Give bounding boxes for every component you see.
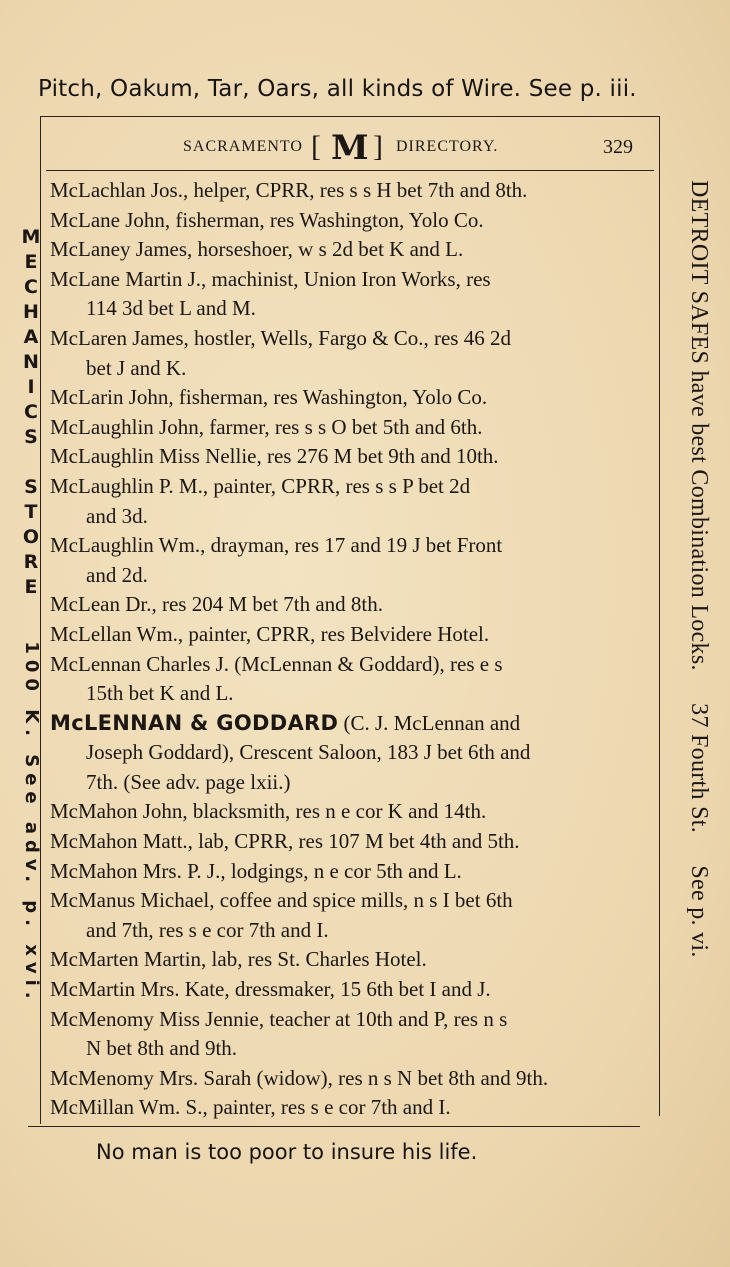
entry-continuation-line: 114 3d bet L and M. xyxy=(86,296,256,321)
entry-line: McLaughlin John, farmer, res s s O bet 5th and 6th. xyxy=(50,414,483,439)
directory-entry xyxy=(50,1093,644,1123)
directory-entry xyxy=(50,650,644,709)
entry-line: McLennan Charles J. (McLennan & Goddard), res e s xyxy=(50,651,503,676)
entry-continuation-line: and 3d. xyxy=(86,503,148,528)
directory-entry xyxy=(50,383,644,413)
entry-continuation-line: 7th. (See adv. page lxii.) xyxy=(86,769,291,794)
directory-entry xyxy=(50,709,644,798)
directory-entries xyxy=(50,176,644,1123)
left-margin-letter: O xyxy=(22,526,40,548)
left-margin-letter xyxy=(14,450,48,475)
frame-right-rule xyxy=(659,116,660,1116)
entry-bold-name: McLENNAN & GODDARD xyxy=(50,710,339,735)
directory-entry xyxy=(50,235,644,265)
entry-continuation-line: and 2d. xyxy=(86,562,148,587)
left-margin-letter: N xyxy=(23,351,39,373)
directory-entry xyxy=(50,206,644,236)
entry-line: McLaughlin Wm., drayman, res 17 and 19 J bet Front xyxy=(50,533,503,558)
left-margin-letter: E xyxy=(24,251,38,273)
entry-continuation-line: and 7th, res s e cor 7th and I. xyxy=(86,917,329,942)
entry-line: McMarten Martin, lab, res St. Charles Hotel. xyxy=(50,947,427,972)
directory-entry xyxy=(50,413,644,443)
directory-entry xyxy=(50,620,644,650)
left-margin-rotated-text: 100 K. See adv. p. xvi. xyxy=(21,641,42,1005)
entry-line: McLaney James, horseshoer, w s 2d bet K and L. xyxy=(50,237,464,262)
left-margin-letter: I xyxy=(27,376,35,398)
running-head-city: SACRAMENTO xyxy=(183,138,303,155)
left-margin-letter: M xyxy=(21,226,41,248)
left-margin-letter: R xyxy=(23,551,39,573)
directory-entry xyxy=(50,827,644,857)
entry-line: McLane Martin J., machinist, Union Iron Works, res xyxy=(50,266,491,291)
entry-line: McMenomy Mrs. Sarah (widow), res n s N bet 8th and 9th. xyxy=(50,1065,549,1090)
running-head xyxy=(183,128,643,168)
directory-entry xyxy=(50,176,644,206)
entry-continuation-line: 15th bet K and L. xyxy=(86,681,234,706)
left-margin-letter: S xyxy=(24,476,38,498)
entry-line: McLaughlin Miss Nellie, res 276 M bet 9th and 10th. xyxy=(50,444,499,469)
entry-continuation-line: Joseph Goddard), Crescent Saloon, 183 J bet 6th and xyxy=(86,740,531,765)
directory-entry xyxy=(50,472,644,531)
directory-entry xyxy=(50,324,644,383)
running-head-letter: M xyxy=(331,128,369,168)
right-margin-advertisement xyxy=(672,180,712,1120)
entry-line: McMahon Matt., lab, CPRR, res 107 M bet 4th and 5th. xyxy=(50,829,520,854)
entry-continuation-line: N bet 8th and 9th. xyxy=(86,1036,238,1061)
directory-entry xyxy=(50,857,644,887)
left-margin-letter: H xyxy=(23,301,39,323)
frame-bottom-rule xyxy=(28,1126,640,1127)
header-rule xyxy=(46,170,654,171)
left-margin-advertisement xyxy=(14,225,48,1005)
entry-continuation-line: bet J and K. xyxy=(86,355,187,380)
left-margin-stacked-text xyxy=(14,225,48,600)
running-head-directory: DIRECTORY. xyxy=(396,138,499,155)
entry-line: McManus Michael, coffee and spice mills, n s I bet 6th xyxy=(50,888,513,913)
left-margin-letter: C xyxy=(24,401,38,423)
page-number: 329 xyxy=(603,136,633,158)
directory-entry xyxy=(50,797,644,827)
directory-entry xyxy=(50,442,644,472)
running-head-bracket-close: ] xyxy=(373,130,383,163)
directory-entry xyxy=(50,1064,644,1094)
entry-line: McLane John, fisherman, res Washington, Yolo Co. xyxy=(50,207,484,232)
entry-line: (C. J. McLennan and xyxy=(338,710,521,735)
entry-line: McLaughlin P. M., painter, CPRR, res s s P bet 2d xyxy=(50,473,471,498)
left-margin-letter: T xyxy=(24,501,38,523)
directory-entry xyxy=(50,1005,644,1064)
entry-line: McLean Dr., res 204 M bet 7th and 8th. xyxy=(50,592,384,617)
entry-line: McMartin Mrs. Kate, dressmaker, 15 6th bet I and J. xyxy=(50,977,491,1002)
entry-line: McLellan Wm., painter, CPRR, res Belvidere Hotel. xyxy=(50,621,490,646)
directory-entry xyxy=(50,886,644,945)
left-margin-letter: A xyxy=(23,326,39,348)
directory-entry xyxy=(50,590,644,620)
entry-line: McMahon John, blacksmith, res n e cor K and 14th. xyxy=(50,799,487,824)
left-margin-letter: C xyxy=(24,276,38,298)
directory-entry xyxy=(50,975,644,1005)
right-margin-ad-part: 37 Fourth St. xyxy=(686,703,712,834)
entry-line: McLachlan Jos., helper, CPRR, res s s H bet 7th and 8th. xyxy=(50,178,528,202)
entry-line: McMenomy Miss Jennie, teacher at 10th and P, res n s xyxy=(50,1006,508,1031)
running-head-bracket-open: [ xyxy=(311,130,321,163)
left-margin-letter: E xyxy=(24,576,38,598)
right-margin-ad-part: DETROIT SAFES have best Combination Locks. xyxy=(686,180,712,671)
left-margin-letter: S xyxy=(24,426,38,448)
entry-line: McMahon Mrs. P. J., lodgings, n e cor 5th and L. xyxy=(50,858,462,883)
right-margin-ad-part: See p. vi. xyxy=(686,865,712,958)
directory-entry xyxy=(50,531,644,590)
entry-line: McLarin John, fisherman, res Washington, Yolo Co. xyxy=(50,385,488,410)
bottom-advertisement: No man is too poor to insure his life. xyxy=(96,1140,478,1164)
entry-line: McMillan Wm. S., painter, res s e cor 7th and I. xyxy=(50,1095,451,1120)
directory-entry xyxy=(50,265,644,324)
frame-top-rule xyxy=(40,116,660,117)
entry-line: McLaren James, hostler, Wells, Fargo & Co., res 46 2d xyxy=(50,325,511,350)
top-advertisement: Pitch, Oakum, Tar, Oars, all kinds of Wire. See p. iii. xyxy=(38,76,637,102)
directory-entry xyxy=(50,945,644,975)
